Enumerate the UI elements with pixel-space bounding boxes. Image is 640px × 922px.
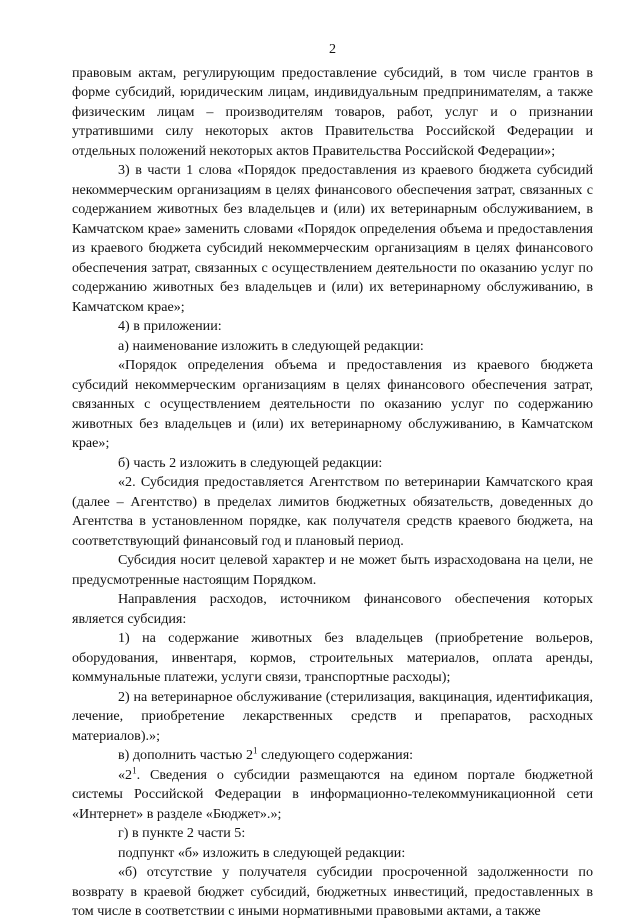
paragraph: 2) на ветеринарное обслуживание (стерилизация, вакцинация, идентификация, лечение, приобретение лекарственных средств и препаратов, расходных материалов).»; [72, 688, 593, 744]
document-page [72, 40, 593, 922]
page-number: 2 [328, 41, 337, 57]
paragraph: подпункт «б» изложить в следующей редакции: [118, 844, 406, 861]
superscript: 1 [253, 745, 258, 756]
paragraph-with-superscript [72, 746, 593, 766]
text-span: следующего содержания: [257, 747, 414, 763]
text-span: в) дополнить частью 2 [118, 747, 254, 763]
paragraph: б) часть 2 изложить в следующей редакции: [118, 454, 383, 471]
paragraph: 1) на содержание животных без владельцев (приобретение вольеров, оборудования, инвентаря, кормов, строительных материалов, оплата аренды, коммунальные платежи, услуги связи, транспортные расходы); [72, 630, 593, 685]
paragraph: «Порядок определения объема и предоставления из краевого бюджета субсидий некоммерческим организациям в целях финансового обеспечения затрат, связанных с осуществлением деятельности по оказанию услуг по содержанию животных без владельцев и (или) их ветеринарному обслуживанию, в Камчатском крае»; [72, 357, 593, 451]
paragraph: Направления расходов, источником финансового обеспечения которых является субсидия: [72, 591, 593, 627]
paragraph-with-superscript [72, 766, 593, 825]
paragraph: «2. Субсидия предоставляется Агентством по ветеринарии Камчатского края (далее – Агентство) в пределах лимитов бюджетных обязательств, доведенных до Агентства в установленном порядке, как получателя средств краевого бюджета, на соответствующий финансовый год и плановый период. [72, 474, 593, 549]
text-span: . Сведения о субсидии размещаются на едином портале бюджетной системы Российской Федерации в информационно-телекоммуникационной сети «Интернет» в разделе «Бюджет».»; [72, 766, 593, 822]
text-span: «2 [118, 766, 133, 783]
paragraph: 4) в приложении: [118, 318, 222, 334]
paragraph: 3) в части 1 слова «Порядок предоставления из краевого бюджета субсидий некоммерческим организациям в целях финансового обеспечения затрат, связанных с содержанием животных без владельцев и (или) их ветеринарным обслуживанием, в Камчатском крае» заменить словами «Порядок определения объема и предоставления из краевого бюджета субсидий некоммерческим организациям в целях финансового обеспечения затрат, связанных с осуществлением деятельности по оказанию услуг по содержанию животных без владельцев и (или) их ветеринарному обслуживанию, в Камчатском крае»; [72, 162, 593, 315]
paragraph: а) наименование изложить в следующей редакции: [118, 337, 424, 354]
paragraph: «б) отсутствие у получателя субсидии просроченной задолженности по возврату в краевой бюджет субсидий, бюджетных инвестиций, предоставленных в том числе в соответствии с иными нормативными правовыми актами, а также [72, 864, 593, 919]
superscript: 1 [132, 764, 137, 775]
paragraph: г) в пункте 2 части 5: [118, 825, 246, 841]
paragraph: Субсидия носит целевой характер и не может быть израсходована на цели, не предусмотренные настоящим Порядком. [72, 552, 593, 588]
paragraph: правовым актам, регулирующим предоставление субсидий, в том числе грантов в форме субсидий, юридическим лицам, индивидуальным предпринимателям, а также физическим лицам – производителям товаров, работ, услуг и о признании утратившими силу некоторых актов Правительства Российской Федерации и отдельных положений некоторых актов Правительства Российской Федерации»; [72, 64, 593, 159]
